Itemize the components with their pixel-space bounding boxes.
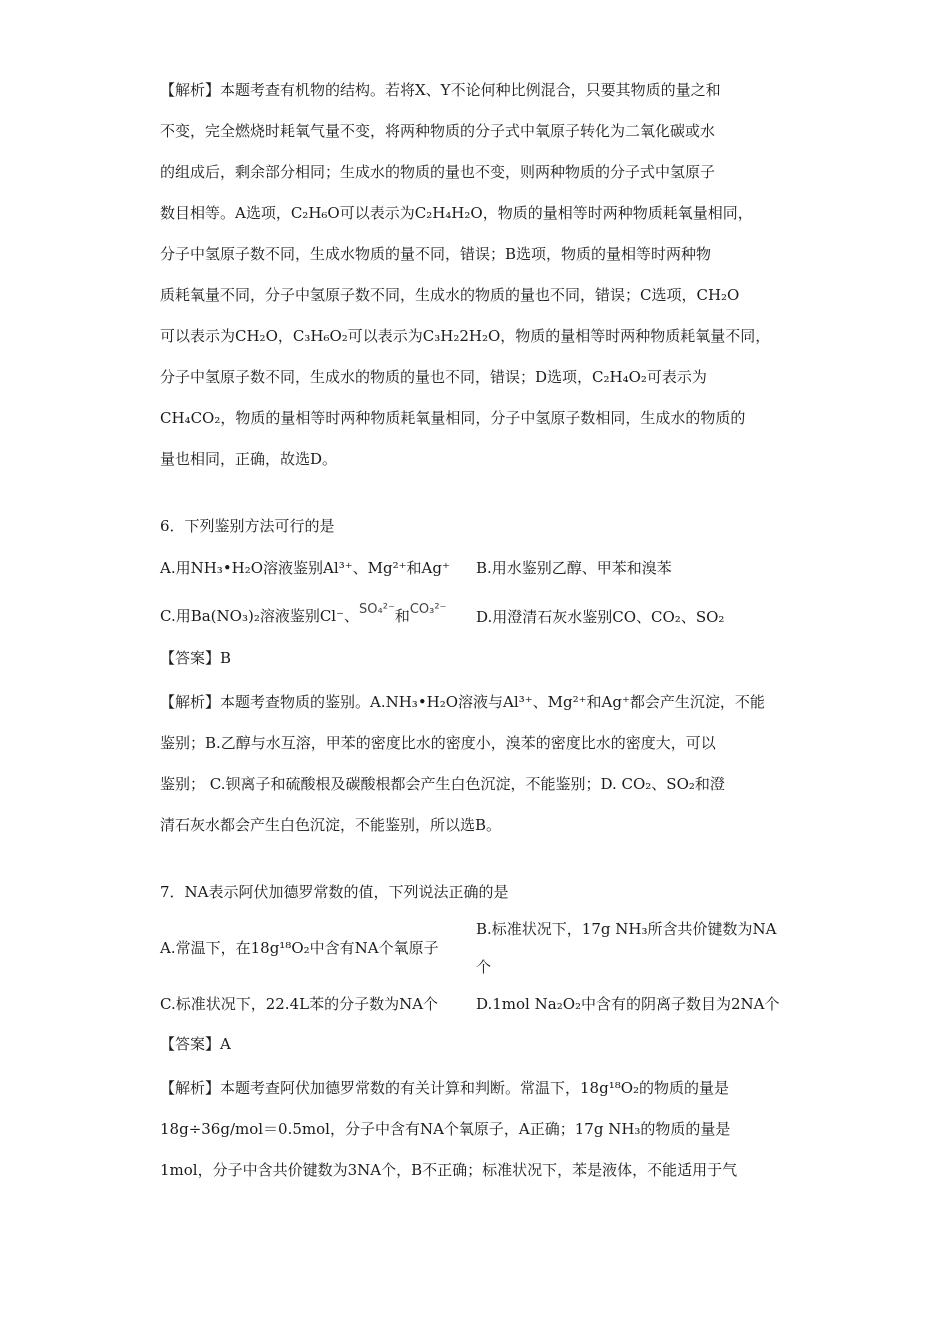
explanation-line: 可以表示为CH₂O，C₃H₆O₂可以表示为C₃H₂2H₂O，物质的量相等时两种物质耗氧量不同， (160, 327, 771, 345)
explanation-line: 【解析】本题考查有机物的结构。若将X、Y不论何种比例混合，只要其物质的量之和 (160, 81, 721, 99)
explanation-line: 数目相等。A选项，C₂H₆O可以表示为C₂H₄H₂O，物质的量相等时两种物质耗氧量相同， (160, 204, 753, 222)
explanation-line: 18g÷36g/mol＝0.5mol，分子中含有NA个氧原子，A正确；17g NH₃的物质的量是 (160, 1120, 731, 1138)
question-title: 6．下列鉴别方法可行的是 (160, 517, 335, 535)
carbonate-ion-formula: CO₃²⁻ (409, 602, 447, 617)
explanation-line: 鉴别； C.钡离子和硫酸根及碳酸根都会产生白色沉淀，不能鉴别；D. CO₂、SO₂和澄 (160, 775, 725, 793)
explanation-line: 【解析】本题考查物质的鉴别。A.NH₃•H₂O溶液与Al³⁺、Mg²⁺和Ag⁺都会产生沉淀，不能 (160, 693, 765, 711)
q5-explanation (160, 70, 790, 480)
explanation-line: 【解析】本题考查阿伏加德罗常数的有关计算和判断。常温下，18g¹⁸O₂的物质的量是 (160, 1079, 730, 1097)
explanation-line: 不变，完全燃烧时耗氧气量不变，将两种物质的分子式中氧原子转化为二氧化碳或水 (160, 122, 716, 140)
question-6 (160, 514, 790, 846)
explanation-line: 鉴别；B.乙醇与水互溶，甲苯的密度比水的密度小，溴苯的密度比水的密度大，可以 (160, 734, 716, 752)
option-d: D.用澄清石灰水鉴别CO、CO₂、SO₂ (476, 608, 725, 626)
answer: 【答案】B (160, 649, 232, 667)
q6-explanation (160, 682, 790, 846)
explanation-line: 的组成后，剩余部分相同；生成水的物质的量也不变，则两种物质的分子式中氢原子 (160, 163, 716, 181)
option-b-line: B.标准状况下，17g NH₃所含共价键数为NA (476, 920, 777, 938)
question-7 (160, 880, 790, 1191)
explanation-line: 1mol，分子中含共价键数为3NA个，B不正确；标准状况下，苯是液体，不能适用于气 (160, 1161, 738, 1179)
answer: 【答案】A (160, 1035, 231, 1053)
option-b-line: 个 (476, 958, 492, 976)
option-c: C.标准状况下，22.4L苯的分子数为NA个 (160, 995, 439, 1013)
question-title: 7．NA表示阿伏加德罗常数的值，下列说法正确的是 (160, 883, 509, 901)
option-b (476, 910, 790, 986)
option-c (160, 604, 476, 630)
explanation-line: 分子中氢原子数不同，生成水物质的量不同，错误；B选项，物质的量相等时两种物 (160, 245, 712, 263)
explanation-line: 分子中氢原子数不同，生成水的物质的量也不同，错误；D选项，C₂H₄O₂可表示为 (160, 368, 707, 386)
option-d: D.1mol Na₂O₂中含有的阴离子数目为2NA个 (476, 995, 780, 1013)
document-page (160, 70, 790, 1191)
explanation-line: 质耗氧量不同，分子中氢原子数不同，生成水的物质的量也不同，错误；C选项，CH₂O (160, 286, 740, 304)
explanation-line: 量也相同，正确，故选D。 (160, 450, 338, 468)
sulfate-ion-formula: SO₄²⁻ (359, 602, 395, 617)
explanation-line: CH₄CO₂，物质的量相等时两种物质耗氧量相同，分子中氢原子数相同，生成水的物质的 (160, 409, 746, 427)
option-b: B.用水鉴别乙醇、甲苯和溴苯 (476, 559, 672, 577)
q7-explanation (160, 1068, 790, 1191)
option-a: A.常温下，在18g¹⁸O₂中含有NA个氧原子 (160, 939, 439, 957)
option-a: A.用NH₃•H₂O溶液鉴别Al³⁺、Mg²⁺和Ag⁺ (160, 559, 450, 577)
option-c-text: C.用Ba(NO₃)₂溶液鉴别Cl⁻、 (160, 607, 360, 625)
explanation-line: 清石灰水都会产生白色沉淀，不能鉴别，所以选B。 (160, 816, 502, 834)
option-c-and: 和 (394, 607, 410, 625)
